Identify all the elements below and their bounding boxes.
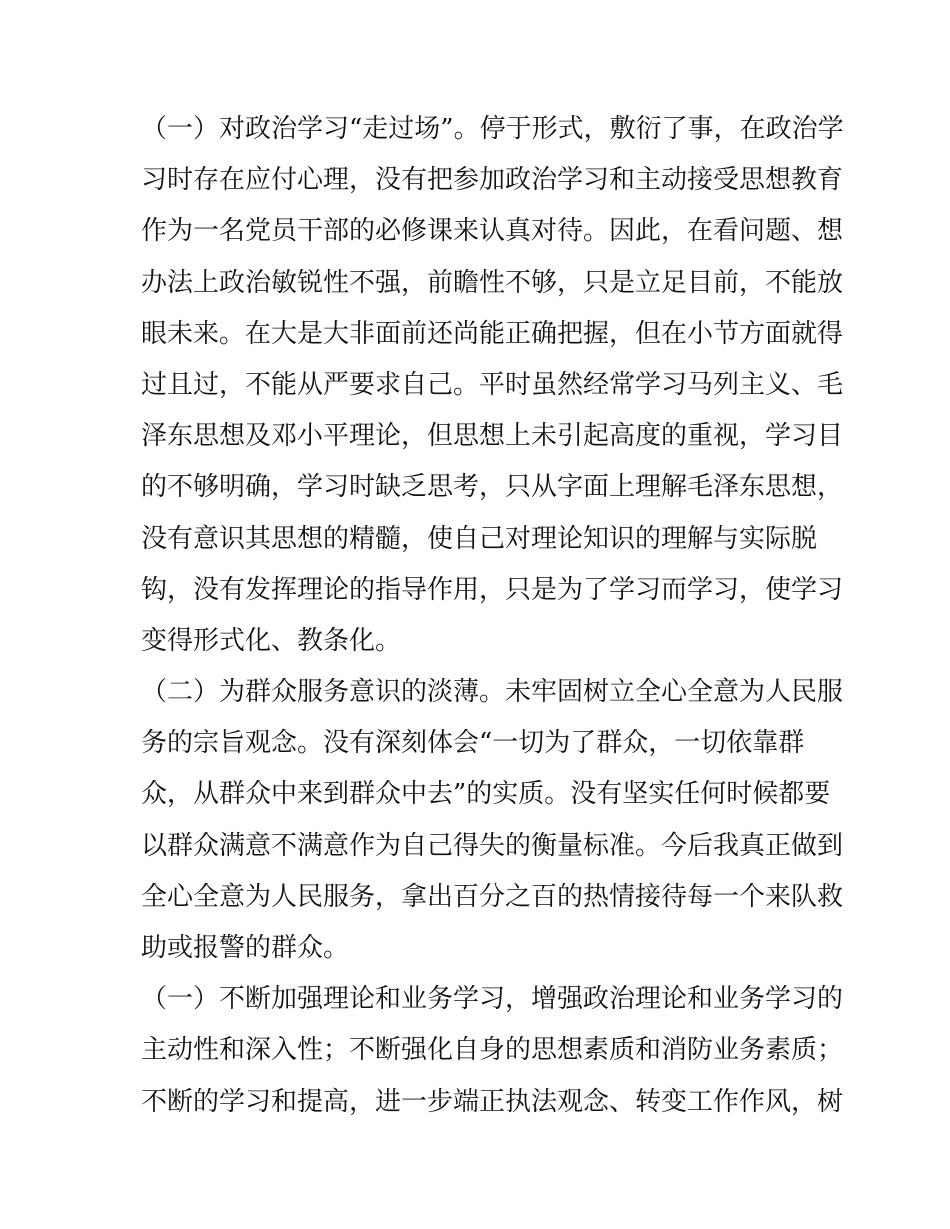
paragraph-mass-service — [141, 667, 844, 974]
text-line: 眼未来。在大是大非面前还尚能正确把握，但在小节方面就得 — [141, 318, 844, 349]
text-line: （二）为群众服务意识的淡薄。未牢固树立全心全意为人民服 — [141, 677, 844, 708]
text-line: 钩，没有发挥理论的指导作用，只是为了学习而学习，使学习 — [141, 574, 844, 605]
text-line: 务的宗旨观念。没有深刻体会“一切为了群众，一切依靠群 — [141, 728, 805, 759]
text-line: 过且过，不能从严要求自己。平时虽然经常学习马列主义、毛 — [141, 369, 844, 400]
text-line: 没有意识其思想的精髓，使自己对理论知识的理解与实际脱 — [141, 523, 818, 554]
document-body — [141, 104, 844, 1128]
text-line: 变得形式化、教条化。 — [141, 625, 402, 656]
text-line: 不断的学习和提高，进一步端正执法观念、转变工作作风，树 — [141, 1086, 844, 1117]
text-line: 以群众满意不满意作为自己得失的衡量标准。今后我真正做到 — [141, 830, 844, 861]
text-line: 助或报警的群众。 — [141, 933, 350, 963]
text-line: 的不够明确，学习时缺乏思考，只从字面上理解毛泽东思想， — [141, 472, 844, 503]
paragraph-theory-study — [141, 974, 844, 1128]
text-line: 主动性和深入性；不断强化自身的思想素质和消防业务素质； — [141, 1035, 844, 1066]
paragraph-political-study — [141, 104, 844, 667]
text-line: 习时存在应付心理，没有把参加政治学习和主动接受思想教育 — [141, 165, 844, 196]
text-line: 作为一名党员干部的必修课来认真对待。因此，在看问题、想 — [141, 216, 844, 247]
text-line: 众，从群众中来到群众中去”的实质。没有坚实任何时候都要 — [141, 779, 831, 810]
text-line: 办法上政治敏锐性不强，前瞻性不够，只是立足目前，不能放 — [141, 267, 844, 298]
text-line: （一）对政治学习“走过场”。停于形式，敷衍了事，在政治学 — [141, 114, 844, 144]
text-line: （一）不断加强理论和业务学习，增强政治理论和业务学习的 — [141, 984, 844, 1015]
text-line: 全心全意为人民服务，拿出百分之百的热情接待每一个来队救 — [141, 881, 844, 912]
text-line: 泽东思想及邓小平理论，但思想上未引起高度的重视，学习目 — [141, 421, 844, 452]
